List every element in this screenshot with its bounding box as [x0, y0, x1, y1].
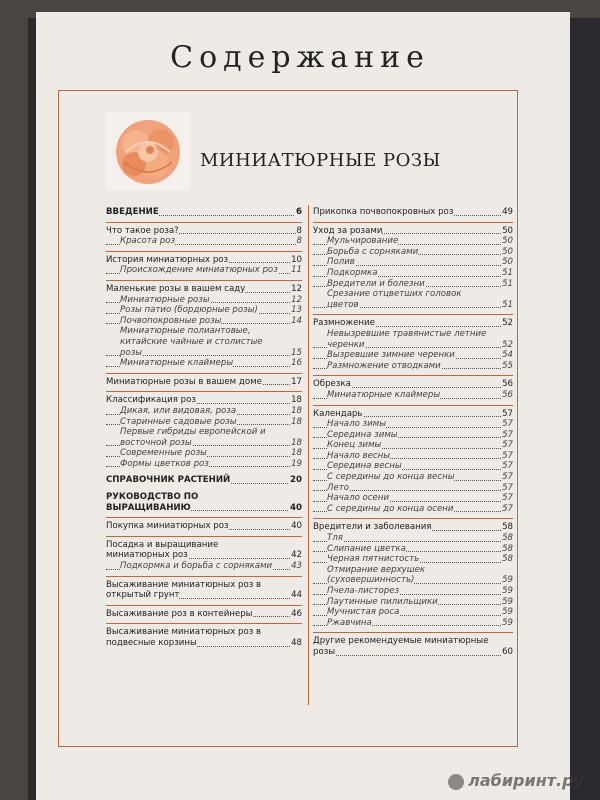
toc-entry-title: Вредители и болезни — [327, 278, 425, 289]
toc-entry — [313, 350, 513, 361]
toc-entry-title: Конец зимы — [327, 440, 382, 451]
toc-entry-title: Начало весны — [327, 450, 391, 461]
toc-entry — [313, 440, 513, 451]
toc-entry — [313, 632, 513, 657]
toc-entry-title: Срезание отцветших головок цветов — [327, 289, 462, 310]
toc-entry — [106, 280, 302, 295]
toc-entry — [313, 493, 513, 504]
toc-entry — [313, 236, 513, 247]
page-title: Содержание — [170, 40, 430, 75]
toc-entry-title: Посадка и выращивание миниатюрных роз — [106, 539, 219, 561]
toc-entry — [106, 222, 302, 237]
toc-entry-title: Подкормка — [327, 267, 378, 278]
toc-entry-title: Подкормка и борьба с сорняками — [120, 561, 273, 572]
toc-entry-title: Формы цветков роз — [120, 458, 209, 469]
toc-entry — [106, 417, 302, 428]
toc-entry-page: 20 — [290, 475, 302, 486]
toc-entry-title: Лето — [327, 482, 350, 493]
toc-entry — [106, 475, 302, 486]
toc-entry-page: 18 — [291, 437, 302, 448]
toc-entry-page: 8 — [296, 225, 302, 236]
toc-entry — [313, 544, 513, 555]
toc-entry-page: 50 — [502, 246, 513, 257]
toc-entry-page: 11 — [291, 265, 302, 276]
toc-entry-page: 57 — [502, 461, 513, 472]
toc-entry-title: Календарь — [313, 408, 363, 419]
toc-entry-title: Высаживание миниатюрных роз в открытый грунт — [106, 579, 262, 601]
toc-entry-title: СПРАВОЧНИК РАСТЕНИЙ — [106, 475, 231, 486]
toc-entry — [313, 472, 513, 483]
toc-entry — [313, 257, 513, 268]
toc-entry-title: Мучнистая роса — [327, 607, 400, 618]
toc-entry-page: 58 — [502, 533, 513, 544]
toc-entry-title: Миниатюрные клаймеры — [327, 389, 441, 400]
toc-entry-title: Невызревшие травянистые летние черенки — [327, 328, 487, 350]
toc-entry-title: Миниатюрные розы — [120, 294, 210, 305]
toc-entry-page: 51 — [502, 267, 513, 278]
toc-entry-title: Мульчирование — [327, 236, 399, 247]
toc-entry-page: 50 — [502, 236, 513, 247]
toc-entry-title: Высаживание роз в контейнеры — [106, 608, 253, 619]
toc-entry-page: 40 — [290, 502, 302, 513]
toc-entry-page: 55 — [502, 360, 513, 371]
book-heading: МИНИАТЮРНЫЕ РОЗЫ — [200, 150, 441, 171]
toc-entry — [313, 461, 513, 472]
toc-entry — [313, 518, 513, 533]
toc-entry-page: 19 — [291, 458, 302, 469]
toc-entry — [313, 607, 513, 618]
toc-entry-title: Отмирание верхушек (суховершинность) — [327, 564, 426, 586]
toc-entry-title: История миниатюрных роз — [106, 254, 229, 265]
toc-entry-page: 56 — [502, 379, 513, 390]
toc-entry-title: Миниатюрные клаймеры — [120, 358, 234, 369]
toc-entry-title: Маленькие розы в вашем саду — [106, 283, 246, 294]
toc-entry — [106, 561, 302, 572]
toc-entry-page: 50 — [502, 225, 513, 236]
toc-entry-page: 51 — [502, 278, 513, 289]
toc-entry-title: Первые гибриды европейской и восточной розы — [120, 427, 266, 448]
toc-entry-title: Черная пятнистость — [327, 554, 420, 565]
toc-entry — [106, 236, 302, 247]
toc-entry-page: 51 — [502, 299, 513, 310]
toc-entry-page: 50 — [502, 257, 513, 268]
toc-entry-page: 42 — [291, 550, 302, 561]
toc-entry-title: Ржавчина — [327, 617, 372, 628]
toc-entry-title: Размножение отводками — [327, 360, 441, 371]
toc-entry-page: 59 — [502, 617, 513, 628]
toc-entry — [313, 504, 513, 515]
toc-entry-title: Покупка миниатюрных роз — [106, 521, 229, 532]
toc-entry-page: 49 — [502, 207, 513, 217]
toc-entry-page: 59 — [502, 586, 513, 596]
toc-entry — [313, 451, 513, 462]
toc-entry-page: 15 — [291, 347, 302, 358]
toc-entry-page: 18 — [291, 448, 302, 459]
toc-entry — [313, 483, 513, 494]
toc-entry-page: 12 — [291, 294, 302, 305]
toc-entry-title: Тля — [327, 533, 343, 544]
toc-entry — [106, 207, 302, 218]
toc-entry-page: 12 — [291, 283, 302, 294]
toc-entry-page: 52 — [502, 318, 513, 329]
toc-entry-page: 14 — [291, 315, 302, 326]
toc-entry-page: 57 — [502, 503, 513, 514]
toc-entry-title: Классификация роз — [106, 395, 196, 406]
toc-entry-page: 59 — [502, 607, 513, 618]
toc-entry — [313, 597, 513, 608]
toc-entry-page: 16 — [291, 358, 302, 369]
toc-entry-title: Вредители и заболевания — [313, 522, 432, 533]
toc-entry-title: Другие рекомендуемые миниатюрные розы — [313, 636, 489, 657]
toc-entry — [313, 390, 513, 401]
toc-entry-page: 57 — [502, 450, 513, 461]
toc-entry-title: Слипание цветка — [327, 543, 406, 554]
toc-entry — [313, 565, 513, 586]
toc-entry-title: Современные розы — [120, 448, 207, 459]
toc-entry — [313, 222, 513, 237]
toc-entry — [106, 373, 302, 388]
toc-entry-page: 43 — [291, 561, 302, 572]
toc-entry — [106, 358, 302, 369]
toc-entry — [106, 427, 302, 448]
rose-photo — [106, 112, 190, 190]
toc-entry — [313, 586, 513, 597]
toc-entry — [313, 618, 513, 629]
toc-entry-title: Середина весны — [327, 461, 402, 472]
toc-entry — [313, 430, 513, 441]
toc-right-column — [313, 207, 513, 658]
toc-entry-title: Середина зимы — [327, 429, 398, 440]
toc-entry — [313, 405, 513, 420]
toc-entry-title: Происхождение миниатюрных роз — [120, 265, 278, 276]
toc-entry — [106, 492, 302, 513]
toc-entry-page: 17 — [291, 376, 302, 387]
labirint-logo-icon — [448, 774, 464, 790]
toc-entry — [313, 361, 513, 372]
toc-entry-title: Вызревшие зимние черенки — [327, 350, 455, 361]
toc-entry — [106, 459, 302, 470]
toc-entry-page: 56 — [502, 389, 513, 400]
toc-entry — [106, 251, 302, 266]
toc-entry — [106, 265, 302, 276]
toc-entry — [313, 533, 513, 544]
toc-entry-page: 58 — [502, 554, 513, 565]
toc-entry — [106, 623, 302, 648]
toc-entry-page: 57 — [502, 429, 513, 440]
toc-entry — [106, 517, 302, 532]
toc-entry-title: Уход за розами — [313, 225, 383, 236]
toc-entry — [106, 536, 302, 561]
toc-entry-title: Борьба с сорняками — [327, 246, 419, 257]
toc-entry-page: 44 — [291, 590, 302, 601]
toc-entry-title: С середины до конца весны — [327, 472, 455, 483]
toc-entry-title: С середины до конца осени — [327, 503, 454, 514]
toc-entry-page: 46 — [291, 608, 302, 619]
toc-entry-page: 6 — [296, 207, 302, 217]
toc-entry — [106, 316, 302, 327]
toc-entry-page: 18 — [291, 405, 302, 416]
watermark — [448, 771, 584, 790]
toc-entry-page: 58 — [502, 522, 513, 533]
toc-entry-title: ВВЕДЕНИЕ — [106, 207, 159, 217]
toc-entry-page: 48 — [291, 638, 302, 648]
toc-entry — [106, 295, 302, 306]
toc-entry-title: Дикая, или видовая, роза — [120, 405, 237, 416]
toc-entry — [106, 605, 302, 620]
toc-entry-title: Миниатюрные розы в вашем доме — [106, 376, 262, 387]
toc-entry — [313, 207, 513, 218]
toc-entry-page: 58 — [502, 543, 513, 554]
toc-entry — [106, 576, 302, 601]
toc-entry — [313, 247, 513, 258]
toc-entry-page: 57 — [502, 419, 513, 430]
toc-entry-title: РУКОВОДСТВО ПО ВЫРАЩИВАНИЮ — [106, 492, 199, 513]
toc-entry-page: 18 — [291, 416, 302, 427]
toc-entry — [106, 448, 302, 459]
toc-entry — [106, 326, 302, 358]
toc-entry — [313, 419, 513, 430]
column-divider — [308, 205, 309, 705]
toc-entry — [313, 289, 513, 310]
watermark-text: лабиринт.ру — [468, 771, 584, 790]
toc-entry-page: 57 — [502, 482, 513, 493]
toc-entry-title: Пчела-листорез — [327, 586, 400, 596]
toc-entry — [313, 268, 513, 279]
toc-entry-page: 54 — [502, 350, 513, 361]
toc-entry — [313, 329, 513, 350]
toc-entry-title: Обрезка — [313, 379, 351, 390]
toc-entry-title: Старинные садовые розы — [120, 416, 237, 427]
toc-entry — [106, 391, 302, 406]
toc-entry-title: Красота роз — [120, 236, 176, 247]
toc-entry-page: 59 — [502, 575, 513, 586]
toc-entry-page: 40 — [291, 521, 302, 532]
toc-entry-title: Что такое роза? — [106, 225, 179, 236]
toc-left-column — [106, 207, 302, 649]
toc-entry — [106, 406, 302, 417]
toc-entry-title: Начало зимы — [327, 419, 386, 430]
toc-entry-page: 18 — [291, 395, 302, 406]
toc-entry-page: 57 — [502, 440, 513, 451]
toc-entry-title: Паутинные пилильщики — [327, 596, 438, 607]
toc-entry — [313, 314, 513, 329]
toc-entry-page: 60 — [502, 646, 513, 657]
toc-entry-page: 59 — [502, 596, 513, 607]
toc-entry-page: 52 — [502, 339, 513, 350]
toc-entry-page: 8 — [296, 236, 302, 247]
toc-entry-title: Розы патио (бордюрные розы) — [120, 305, 258, 316]
toc-entry-page: 57 — [502, 408, 513, 419]
toc-entry-page: 57 — [502, 493, 513, 504]
toc-entry — [313, 554, 513, 565]
toc-entry-page: 10 — [291, 254, 302, 265]
toc-entry-title: Почвопокровные розы — [120, 315, 222, 326]
toc-entry — [313, 279, 513, 290]
toc-entry — [106, 305, 302, 316]
toc-entry-page: 57 — [502, 472, 513, 483]
toc-entry-title: Прикопка почвопокровных роз — [313, 207, 454, 217]
toc-entry-title: Высаживание миниатюрных роз в подвесные корзины — [106, 627, 262, 648]
toc-entry-title: Миниатюрные полиантовые, китайские чайные и столистые розы — [120, 326, 263, 358]
toc-entry-title: Полив — [327, 257, 355, 268]
toc-entry-title: Начало осени — [327, 493, 390, 504]
toc-entry — [313, 375, 513, 390]
toc-entry-page: 13 — [291, 305, 302, 316]
toc-entry-title: Размножение — [313, 318, 375, 329]
